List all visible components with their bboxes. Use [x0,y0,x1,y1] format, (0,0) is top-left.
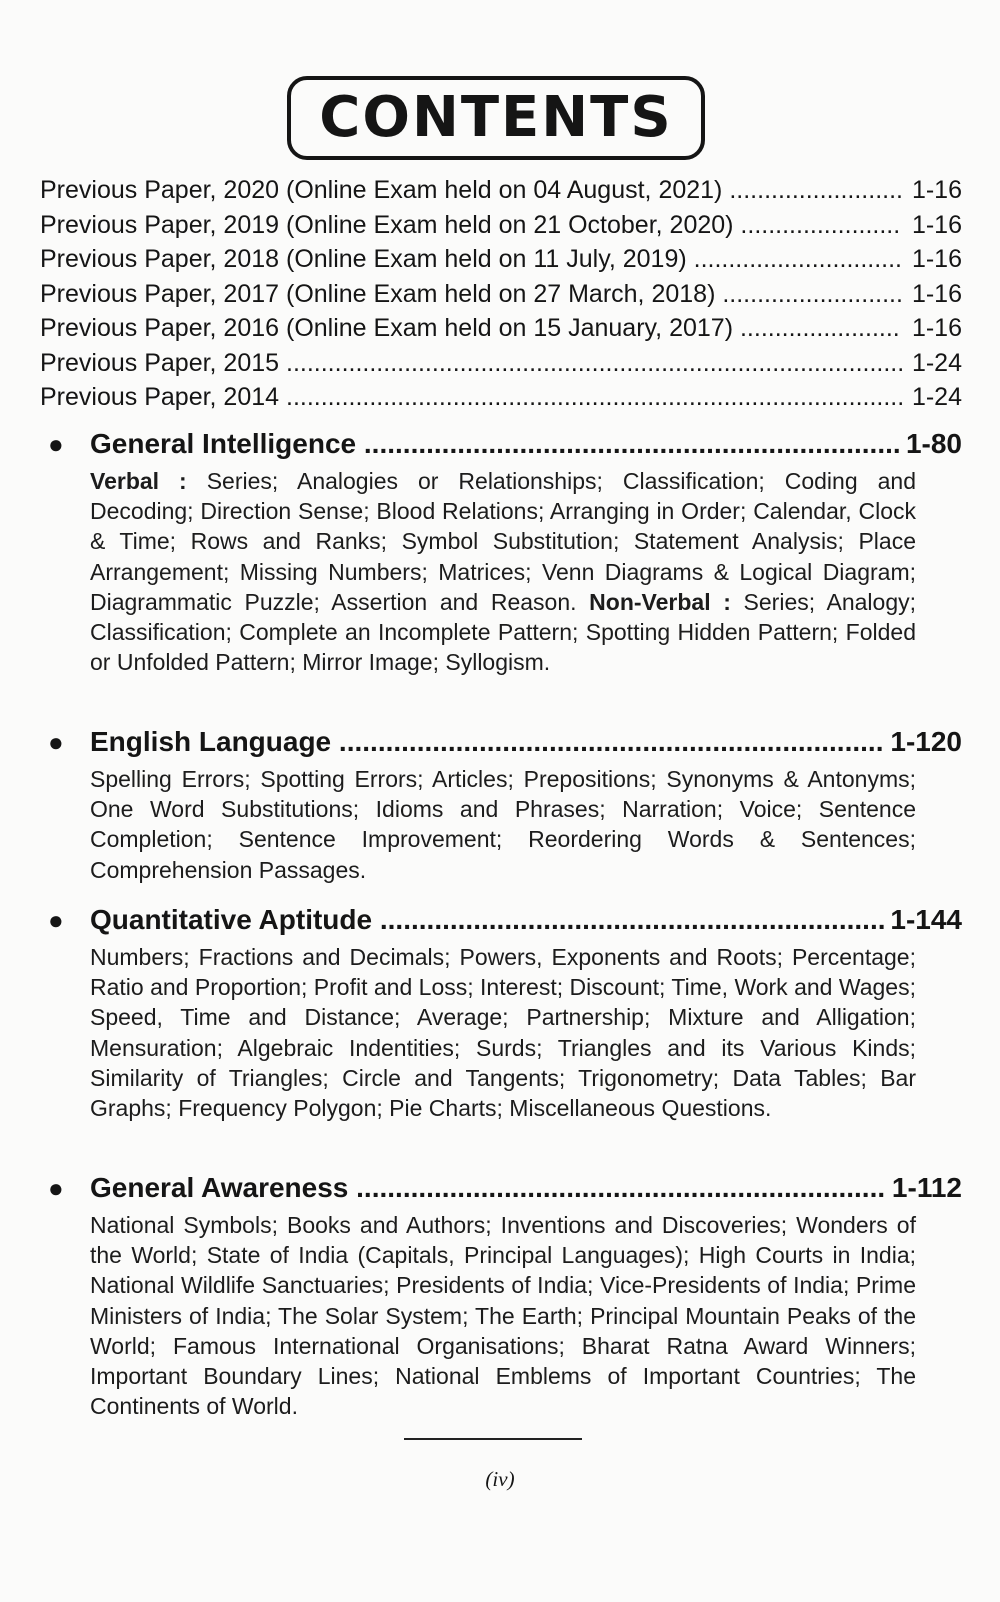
entry-label: Previous Paper, 2019 (Online Exam held on 21 October, 2020) ..... [40,211,902,240]
section-topics: Spelling Errors; Spotting Errors; Articles; Prepositions; Synonyms & Antonyms; One Word Substitutions; Idioms and Phrases; Narration; Voice; Sentence Completion; Sentence Improvement; Reordering Words & Sentences; Comprehension Passages. [90,766,916,883]
nonverbal-label: Non-Verbal : [589,588,731,615]
entry-pages: 1-16 [911,245,962,273]
section-heading-row [48,428,962,466]
list-item [40,383,962,418]
page-title: CONTENTS [319,85,673,150]
entry-label: Previous Paper, 2014 ..... [40,383,902,412]
entry-pages: 1-24 [911,383,962,411]
page-number: (iv) [485,1467,515,1491]
section-pages: 1-144 [890,904,962,935]
section-heading-row [48,726,962,764]
bullet-icon: ● [48,1173,64,1203]
section-topics: Numbers; Fractions and Decimals; Powers, Exponents and Roots; Percentage; Ratio and Proportion; Profit and Loss; Interest; Discount; Time, Work and Wages; Speed, Time and Distance; Average; Partnership; Mixture and Alligation; Mensuration; Algebraic Indentities; Surds; Triangles and its Various Kinds; Similarity of Triangles; Circle and Tangents; Trigonometry; Data Tables; Bar Graphs; Frequency Polygon; Pie Charts; Miscellaneous Questions. [90,944,916,1122]
entry-pages: 1-16 [911,210,962,239]
entry-label: Previous Paper, 2018 (Online Exam held on 11 July, 2019) ..... [40,245,902,274]
section-topics [90,466,916,677]
section-heading: English Language ..... [90,726,884,758]
bullet-icon: ● [48,727,64,757]
list-item [40,280,962,315]
section-heading: Quantitative Aptitude ..... [90,904,884,936]
section-heading: General Awareness ..... [90,1172,886,1204]
section-heading-row [48,1172,962,1210]
verbal-topics: Series; Analogies or Relationships; Classification; Coding and Decoding; Direction Sense; Blood Relations; Arranging in Order; Calendar, Clock & Time; Rows and Ranks; Symbol Substitution; Statement Analysis; Place Arrangement; Missing Numbers; Matrices; Venn Diagrams & Logical Diagram; Diagrammatic Puzzle; Assertion and Reason. [90,468,916,615]
list-item [40,314,962,349]
entry-label: Previous Paper, 2020 (Online Exam held on 04 August, 2021) ..... [40,176,902,205]
list-item [40,211,962,246]
section-general-intelligence [48,428,962,677]
bullet-icon: ● [48,905,64,935]
bullet-icon: ● [48,429,64,459]
entry-label: Previous Paper, 2017 (Online Exam held on 27 March, 2018) ..... [40,280,902,309]
entry-pages: 1-16 [911,314,962,342]
entry-pages: 1-16 [911,279,962,308]
section-quantitative-aptitude [48,904,962,1123]
entry-pages: 1-16 [911,176,962,204]
nonverbal-topics: Series; Analogy; Classification; Complete an Incomplete Pattern; Spotting Hidden Pattern; Folded or Unfolded Pattern; Mirror Image; Syllogism. [90,588,917,676]
section-heading: General Intelligence ..... [90,428,900,460]
section-heading-row [48,904,962,942]
list-item [40,176,962,211]
footer-rule [404,1438,582,1440]
section-english-language [48,726,962,885]
section-topics: National Symbols; Books and Authors; Inventions and Discoveries; Wonders of the World; State of India (Capitals, Principal Languages); High Courts in India; National Wildlife Sanctuaries; Presidents of India; Vice-Presidents of India; Prime Ministers of India; The Solar System; The Earth; Principal Mountain Peaks of the World; Famous International Organisations; Bharat Ratna Award Winners; Important Boundary Lines; National Emblems of Important Countries; The Continents of World. [90,1212,916,1420]
previous-papers-list [40,176,962,418]
section-pages: 1-120 [890,726,962,757]
list-item [40,245,962,280]
entry-label: Previous Paper, 2016 (Online Exam held on 15 January, 2017) ..... [40,314,902,343]
section-pages: 1-112 [891,1172,962,1203]
section-pages: 1-80 [905,428,962,459]
contents-title-box [287,76,705,160]
entry-pages: 1-24 [911,348,962,377]
entry-label: Previous Paper, 2015 ..... [40,349,902,378]
list-item [40,349,962,384]
verbal-label: Verbal : [90,468,187,494]
section-general-awareness [48,1172,962,1421]
